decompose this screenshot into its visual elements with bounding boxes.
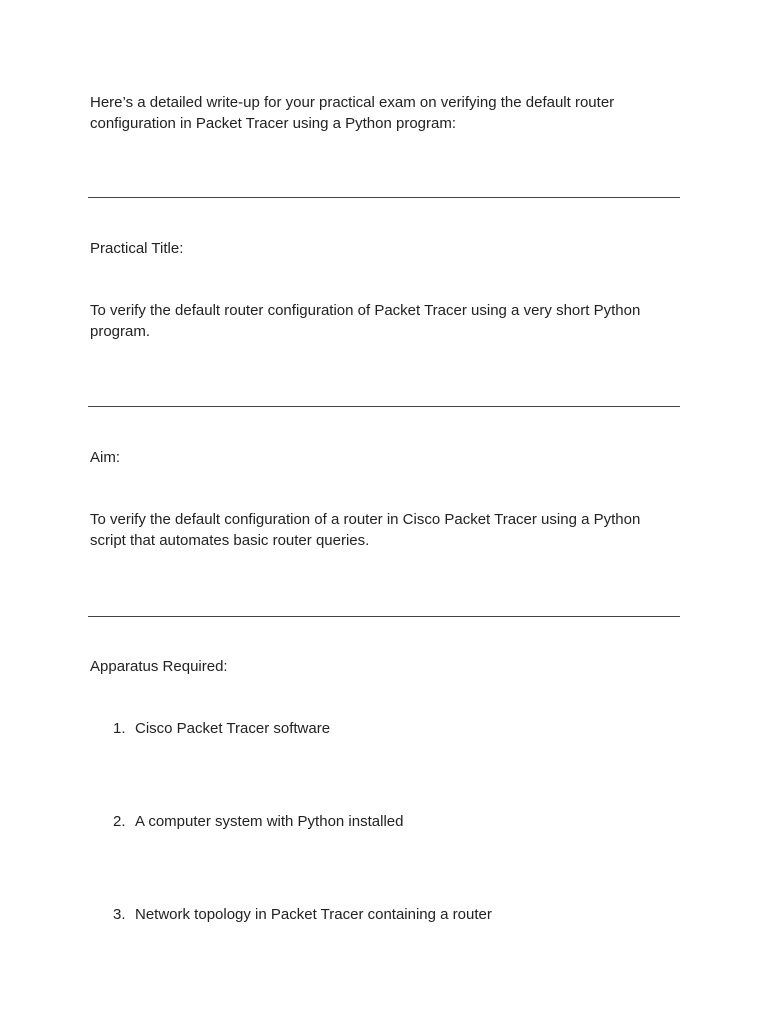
apparatus-heading: Apparatus Required: bbox=[90, 658, 228, 675]
list-text: Cisco Packet Tracer software bbox=[135, 720, 331, 737]
list-item bbox=[113, 904, 492, 925]
list-number: 2. bbox=[113, 813, 126, 830]
aim-heading: Aim: bbox=[90, 449, 120, 466]
divider bbox=[88, 406, 680, 407]
list-number: 3. bbox=[113, 906, 126, 923]
list-item bbox=[113, 811, 403, 832]
aim-text: To verify the default configuration of a router in Cisco Packet Tracer using a Python script that automates basic router queries. bbox=[90, 511, 641, 549]
list-text: A computer system with Python installed bbox=[135, 813, 404, 830]
divider bbox=[88, 197, 680, 198]
intro-paragraph: Here’s a detailed write-up for your practical exam on verifying the default router configuration in Packet Tracer using a Python program: bbox=[90, 94, 615, 132]
practical-title-heading: Practical Title: bbox=[90, 240, 184, 257]
list-number: 1. bbox=[113, 720, 126, 737]
list-text: Network topology in Packet Tracer containing a router bbox=[135, 906, 492, 923]
list-item bbox=[113, 718, 330, 739]
practical-title-text: To verify the default router configuration of Packet Tracer using a very short Python program. bbox=[90, 302, 641, 340]
divider bbox=[88, 616, 680, 617]
